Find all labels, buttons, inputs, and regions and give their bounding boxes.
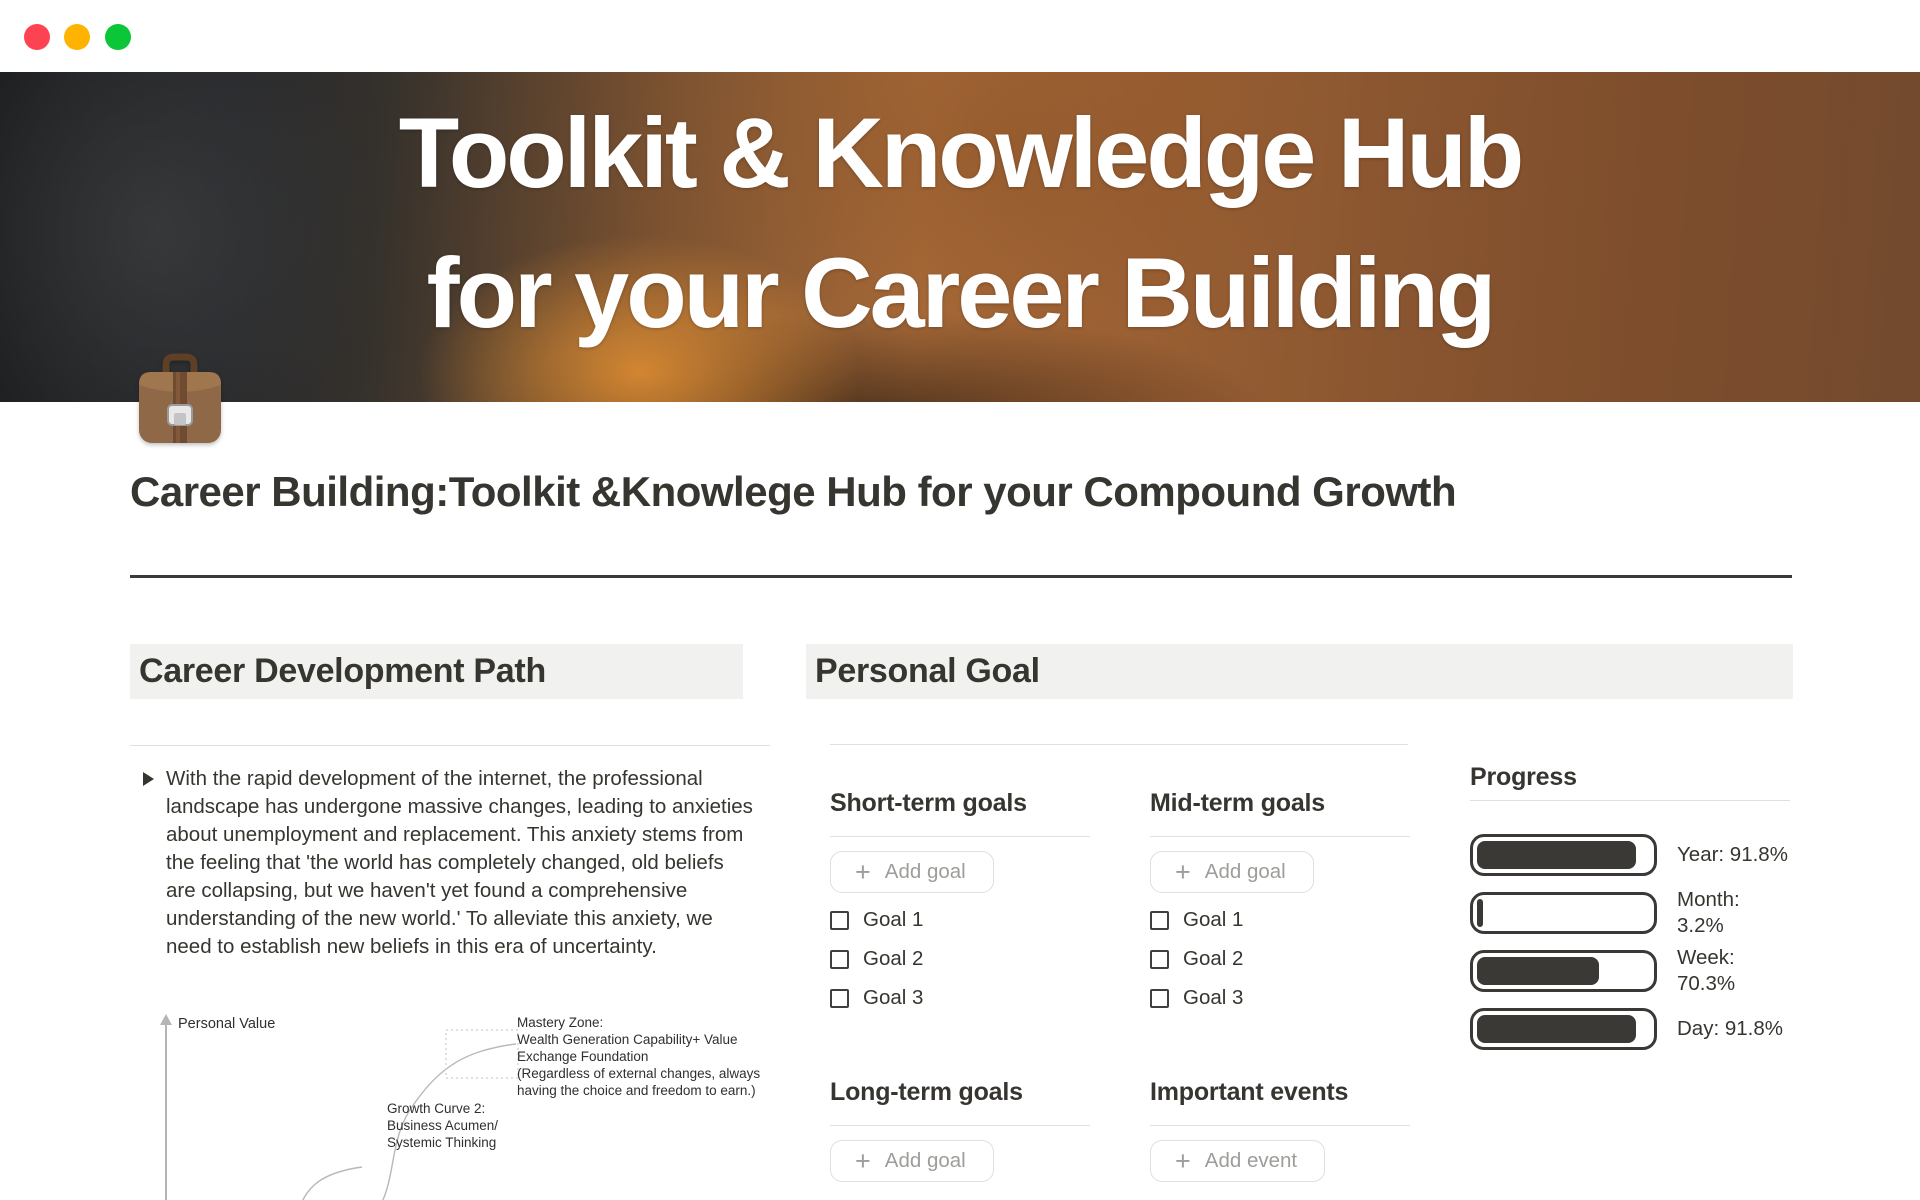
cover-title — [0, 72, 1920, 388]
divider — [830, 744, 1408, 745]
year-progress-label: Year: 91.8% — [1677, 843, 1788, 866]
short-term-goal-list — [830, 905, 1090, 1013]
mastery-zone-label-1: Mastery Zone: — [517, 1015, 604, 1030]
year-progress-bar — [1470, 834, 1657, 876]
goal-column-left — [830, 788, 1090, 1182]
growth-curve-label-2: Business Acumen/ — [387, 1118, 499, 1133]
divider — [1150, 1125, 1410, 1126]
maximize-window-icon[interactable] — [105, 24, 131, 50]
plus-icon: + — [855, 856, 871, 887]
minimize-window-icon[interactable] — [64, 24, 90, 50]
goal-item: Goal 2 — [830, 944, 1090, 974]
page-title[interactable]: Career Building:Toolkit &Knowlege Hub for your Compound Growth — [130, 468, 1457, 515]
checkbox[interactable] — [1150, 989, 1169, 1008]
month-progress-bar — [1470, 892, 1657, 934]
week-progress-bar — [1470, 950, 1657, 992]
progress-row-week — [1470, 946, 1790, 995]
divider — [830, 1125, 1090, 1126]
cover-title-line1: Toolkit & Knowledge Hub — [398, 97, 1522, 208]
briefcase-icon[interactable] — [132, 350, 228, 448]
mastery-zone-label-2: Wealth Generation Capability+ Value — [517, 1032, 738, 1047]
add-goal-button[interactable]: + Add goal — [830, 1140, 994, 1182]
checkbox[interactable] — [1150, 911, 1169, 930]
career-development-section — [130, 644, 773, 1150]
close-window-icon[interactable] — [24, 24, 50, 50]
week-progress-label: Week: 70.3% — [1677, 946, 1736, 995]
personal-goal-heading-label: Personal Goal — [815, 652, 1040, 690]
plus-icon: + — [1175, 1145, 1191, 1176]
progress-section — [1470, 762, 1790, 1066]
short-term-goals-heading[interactable]: Short-term goals — [830, 789, 1027, 817]
year-progress-fill — [1477, 841, 1636, 869]
important-events-heading[interactable]: Important events — [1150, 1078, 1349, 1106]
plus-icon: + — [1175, 856, 1191, 887]
personal-goal-section — [806, 644, 1793, 1200]
add-goal-button[interactable]: + Add goal — [1150, 851, 1314, 893]
add-goal-button[interactable]: + Add goal — [830, 851, 994, 893]
toggle-open-icon[interactable] — [143, 772, 154, 786]
cover-image[interactable] — [0, 72, 1920, 402]
checkbox[interactable] — [830, 989, 849, 1008]
toggle-text: With the rapid development of the internet, the professional landscape has undergone massive changes, leading to anxieties about unemployment and replacement. This anxiety stems from the feeling that 'the world has completely changed, old beliefs are collapsing, but we haven't yet found a comprehensive understanding of the new world.' To alleviate this anxiety, we need to establish new beliefs in this era of uncertainty. — [166, 767, 753, 958]
long-term-goals-heading[interactable]: Long-term goals — [830, 1078, 1023, 1106]
page-divider — [130, 575, 1792, 578]
growth-curve-label-3: Systemic Thinking — [387, 1135, 497, 1150]
cover-title-line2: for your Career Building — [426, 237, 1494, 348]
divider — [1150, 836, 1410, 837]
divider — [130, 745, 770, 746]
career-development-heading-label: Career Development Path — [139, 652, 546, 690]
month-progress-fill — [1477, 899, 1483, 927]
goal-item: Goal 3 — [1150, 983, 1410, 1013]
career-development-heading[interactable] — [130, 644, 743, 699]
plus-icon: + — [855, 1145, 871, 1176]
progress-heading[interactable]: Progress — [1470, 763, 1577, 791]
chart-y-axis-label: Personal Value — [178, 1016, 276, 1032]
career-path-chart-image[interactable] — [130, 1000, 773, 1200]
divider — [830, 836, 1090, 837]
month-progress-label: Month: 3.2% — [1677, 888, 1740, 937]
window-titlebar — [0, 0, 1920, 72]
toggle-block[interactable] — [130, 765, 770, 961]
day-progress-bar — [1470, 1008, 1657, 1050]
checkbox[interactable] — [830, 911, 849, 930]
mastery-zone-box — [446, 1030, 518, 1078]
progress-row-month — [1470, 888, 1790, 937]
checkbox[interactable] — [1150, 950, 1169, 969]
mid-term-goals-heading[interactable]: Mid-term goals — [1150, 789, 1325, 817]
day-progress-fill — [1477, 1015, 1636, 1043]
goal-item: Goal 2 — [1150, 944, 1410, 974]
mastery-zone-label-4: (Regardless of external changes, always — [517, 1066, 761, 1081]
progress-row-day — [1470, 1008, 1790, 1050]
goal-column-right — [1150, 788, 1410, 1182]
progress-row-year — [1470, 834, 1790, 876]
add-event-button[interactable]: + Add event — [1150, 1140, 1325, 1182]
growth-curve-label-1: Growth Curve 2: — [387, 1101, 486, 1116]
mastery-zone-label-3: Exchange Foundation — [517, 1049, 649, 1064]
mid-term-goal-list — [1150, 905, 1410, 1013]
day-progress-label: Day: 91.8% — [1677, 1017, 1783, 1040]
week-progress-fill — [1477, 957, 1599, 985]
mastery-zone-label-5: having the choice and freedom to earn.) — [517, 1083, 756, 1098]
checkbox[interactable] — [830, 950, 849, 969]
goal-item: Goal 1 — [830, 905, 1090, 935]
goal-item: Goal 1 — [1150, 905, 1410, 935]
personal-goal-heading[interactable] — [806, 644, 1793, 699]
goal-item: Goal 3 — [830, 983, 1090, 1013]
divider — [1470, 800, 1790, 801]
